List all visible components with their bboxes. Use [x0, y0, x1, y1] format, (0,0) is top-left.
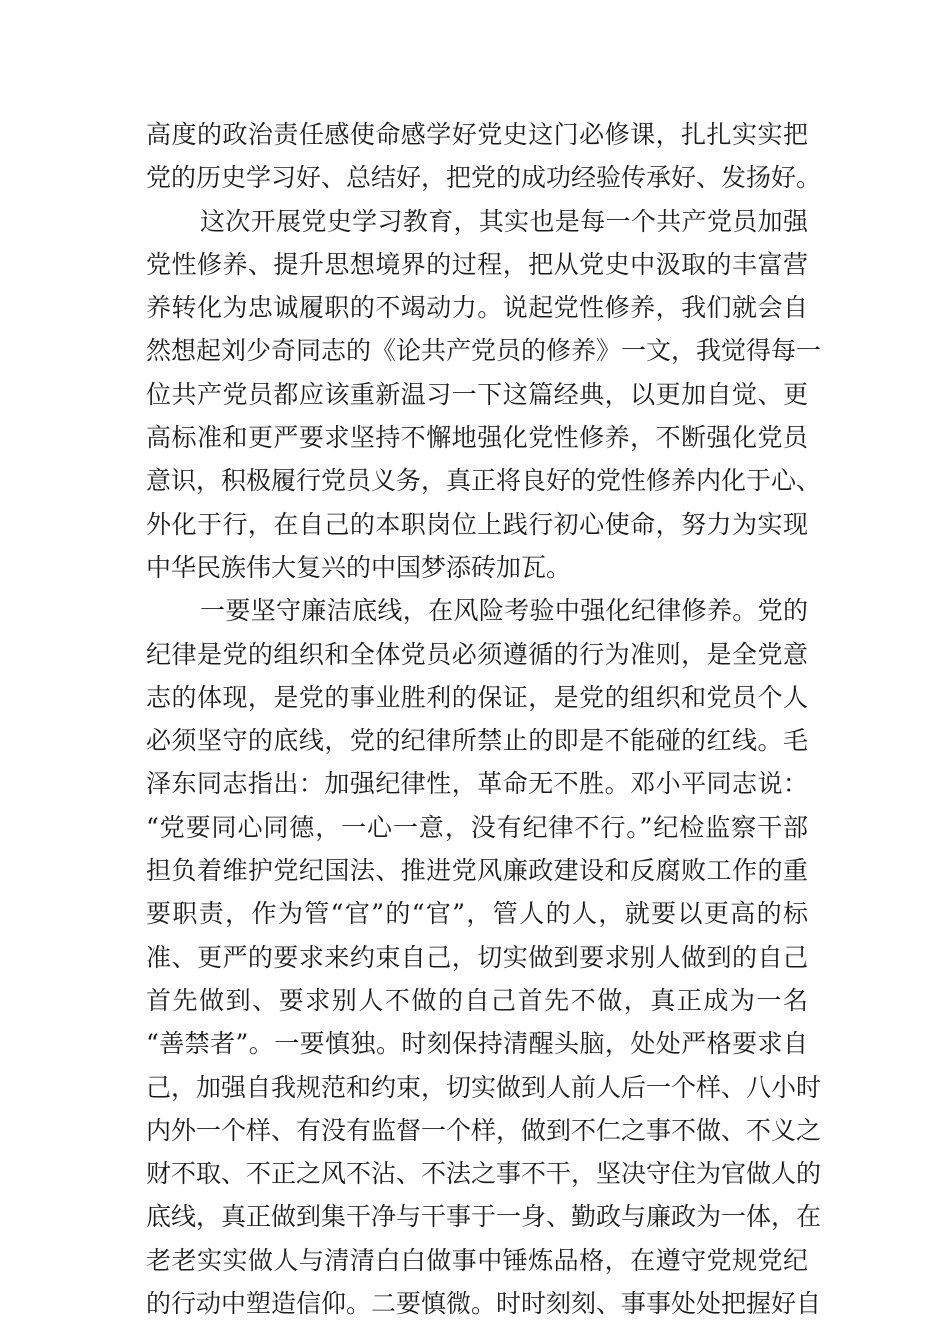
- text-line: 担负着维护党纪国法、推进党风廉政建设和反腐败工作的重: [146, 856, 808, 886]
- text-line: 泽东同志指出：加强纪律性，革命无不胜。邓小平同志说：: [146, 769, 808, 799]
- text-line: 老老实实做人与清清白白做事中锤炼品格，在遵守党规党纪: [146, 1245, 808, 1275]
- paragraph-1: [146, 113, 822, 200]
- text-line: 然想起刘少奇同志的《论共产党员的修养》一文，我觉得每一: [146, 336, 822, 366]
- text-line: 志的体现，是党的事业胜利的保证，是党的组织和党员个人: [146, 682, 808, 712]
- text-line: 高标准和更严要求坚持不懈地强化党性修养，不断强化党员: [146, 423, 808, 453]
- text-line: 高度的政治责任感使命感学好党史这门必修课，扎扎实实把: [146, 120, 808, 149]
- text-line: 必须坚守的底线，党的纪律所禁止的即是不能碰的红线。毛: [146, 726, 808, 756]
- text-line: 要职责，作为管“官”的“官”，管人的人，就要以更高的标: [146, 899, 808, 929]
- text-line: 位共产党员都应该重新温习一下这篇经典，以更加自觉、更: [146, 379, 808, 409]
- text-line: 意识，积极履行党员义务，真正将良好的党性修养内化于心、: [146, 466, 822, 496]
- text-line: 纪律是党的组织和全体党员必须遵循的行为准则，是全党意: [146, 639, 808, 669]
- paragraph-2: [146, 200, 822, 590]
- text-line: 财不取、不正之风不沾、不法之事不干，坚决守住为官做人的: [146, 1159, 822, 1189]
- text-line: 准、更严的要求来约束自己，切实做到要求别人做到的自己: [146, 942, 808, 972]
- paragraph-3: [146, 589, 822, 1325]
- text-line: 中华民族伟大复兴的中国梦添砖加瓦。: [146, 552, 572, 582]
- text-line: 党性修养、提升思想境界的过程，把从党史中汲取的丰富营: [146, 249, 808, 279]
- document-body: [146, 113, 822, 1325]
- text-line: 内外一个样、有没有监督一个样，做到不仁之事不做、不义之: [146, 1115, 822, 1145]
- text-line: 养转化为忠诚履职的不竭动力。说起党性修养，我们就会自: [146, 293, 808, 323]
- text-line: 一要坚守廉洁底线，在风险考验中强化纪律修养。党的: [200, 596, 808, 626]
- text-line: 这次开展党史学习教育，其实也是每一个共产党员加强: [200, 206, 808, 236]
- text-line: 外化于行，在自己的本职岗位上践行初心使命，努力为实现: [146, 509, 808, 539]
- text-line: “党要同心同德，一心一意，没有纪律不行。”纪检监察干部: [146, 812, 808, 842]
- text-line: 己，加强自我规范和约束，切实做到人前人后一个样、八小时: [146, 1072, 822, 1102]
- text-line: 党的历史学习好、总结好，把党的成功经验传承好、发扬好。: [146, 163, 822, 193]
- text-line: 的行动中塑造信仰。二要慎微。时时刻刻、事事处处把握好自: [146, 1289, 822, 1319]
- text-line: “善禁者”。一要慎独。时刻保持清醒头脑，处处严格要求自: [146, 1029, 808, 1059]
- text-line: 首先做到、要求别人不做的自己首先不做，真正成为一名: [146, 985, 808, 1015]
- text-line: 底线，真正做到集干净与干事于一身、勤政与廉政为一体，在: [146, 1202, 822, 1232]
